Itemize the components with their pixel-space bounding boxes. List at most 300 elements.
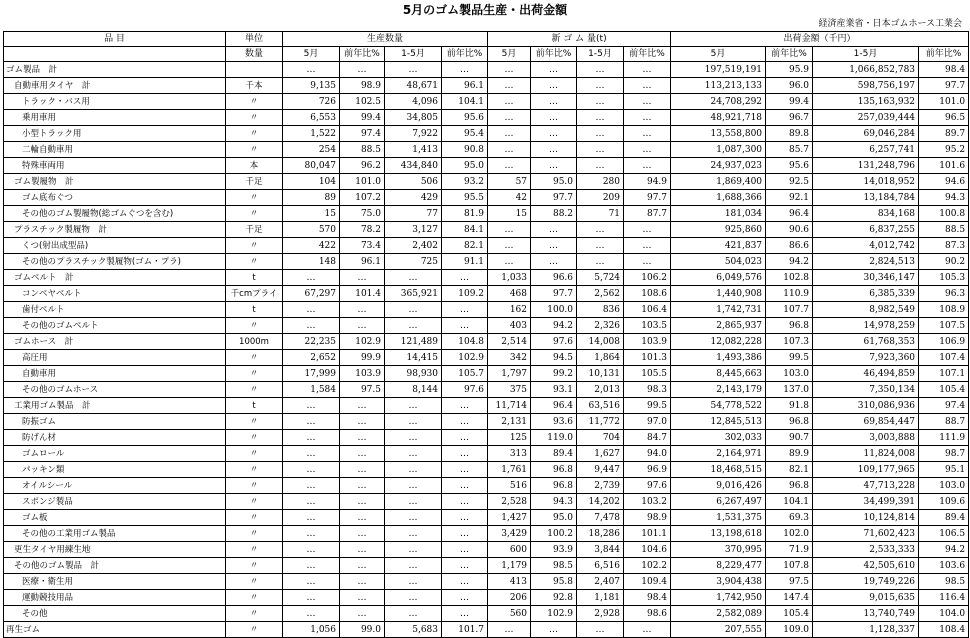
row-value: 81.9 <box>442 206 488 222</box>
row-value: 96.8 <box>531 462 577 478</box>
row-value: 1,427 <box>488 510 531 526</box>
row-value: 89 <box>283 190 340 206</box>
row-value: … <box>624 622 671 638</box>
table-row <box>4 254 969 270</box>
row-value: … <box>531 62 577 78</box>
row-value: … <box>385 462 442 478</box>
row-value: … <box>283 270 340 286</box>
table-row <box>4 366 969 382</box>
row-value: 95.2 <box>919 142 969 158</box>
row-value: 69,854,447 <box>813 414 919 430</box>
row-value: 108.6 <box>624 286 671 302</box>
row-value: 6,385,339 <box>813 286 919 302</box>
row-value: 1,087,300 <box>671 142 766 158</box>
header-subcolumn: 1-5月 <box>813 47 919 62</box>
row-value: 14,978,259 <box>813 318 919 334</box>
row-value: … <box>442 446 488 462</box>
table-row <box>4 350 969 366</box>
row-value: … <box>385 430 442 446</box>
row-value: 101.3 <box>624 350 671 366</box>
row-value: 103.0 <box>919 478 969 494</box>
row-value: 925,860 <box>671 222 766 238</box>
row-value: … <box>442 558 488 574</box>
row-value: 98.4 <box>919 62 969 78</box>
row-value: 87.7 <box>624 206 671 222</box>
row-value: 102.0 <box>766 526 813 542</box>
row-value: … <box>385 446 442 462</box>
row-value: … <box>340 590 385 606</box>
row-item-name: ゴム製品 計 <box>4 62 226 78</box>
row-value: 94.3 <box>531 494 577 510</box>
row-value: … <box>340 494 385 510</box>
row-value: 99.0 <box>340 622 385 638</box>
row-value: 7,478 <box>577 510 624 526</box>
row-value: 108.4 <box>919 622 969 638</box>
row-value: 34,499,391 <box>813 494 919 510</box>
table-row <box>4 606 969 622</box>
row-value: 105.7 <box>442 366 488 382</box>
row-value: 106.2 <box>624 270 671 286</box>
row-value: 98.5 <box>531 558 577 574</box>
row-unit: 〃 <box>226 318 283 334</box>
row-unit: 〃 <box>226 238 283 254</box>
row-value: 90.8 <box>442 142 488 158</box>
row-value: 96.1 <box>340 254 385 270</box>
row-value: … <box>442 478 488 494</box>
row-value: … <box>442 398 488 414</box>
source-note: 経済産業省・日本ゴムホース工業会 <box>818 19 962 29</box>
row-value: 111.9 <box>919 430 969 446</box>
row-value: 75.0 <box>340 206 385 222</box>
page-title: 5月のゴム製品生産・出荷金額 <box>402 3 568 17</box>
row-value: 87.3 <box>919 238 969 254</box>
row-value: 95.6 <box>766 158 813 174</box>
row-value: 69.3 <box>766 510 813 526</box>
row-item-name: 更生タイヤ用練生地 <box>4 542 226 558</box>
row-value: 14,008 <box>577 334 624 350</box>
row-item-name: 防げん材 <box>4 430 226 446</box>
row-unit: 千足 <box>226 222 283 238</box>
table-row <box>4 574 969 590</box>
row-value: 15 <box>488 206 531 222</box>
row-value: 4,012,742 <box>813 238 919 254</box>
row-value: 107.1 <box>919 366 969 382</box>
row-value: 80,047 <box>283 158 340 174</box>
row-value: 3,429 <box>488 526 531 542</box>
row-value: 86.6 <box>766 238 813 254</box>
row-value: 104.0 <box>919 606 969 622</box>
row-value: 13,558,800 <box>671 126 766 142</box>
row-value: 105.4 <box>919 382 969 398</box>
row-value: 506 <box>385 174 442 190</box>
row-item-name: ゴム板 <box>4 510 226 526</box>
row-value: 403 <box>488 318 531 334</box>
row-value: … <box>577 222 624 238</box>
row-value: 103.9 <box>624 334 671 350</box>
row-value: 197,519,191 <box>671 62 766 78</box>
row-value: 181,034 <box>671 206 766 222</box>
row-value: 421,837 <box>671 238 766 254</box>
row-value: … <box>624 94 671 110</box>
row-value: 1,742,731 <box>671 302 766 318</box>
row-value: 88.2 <box>531 206 577 222</box>
row-item-name: 自動車用タイヤ 計 <box>4 78 226 94</box>
row-value: 95.4 <box>442 126 488 142</box>
row-value: 280 <box>577 174 624 190</box>
row-unit: 〃 <box>226 430 283 446</box>
row-value: 9,016,426 <box>671 478 766 494</box>
row-value: 107.5 <box>919 318 969 334</box>
row-value: 98.5 <box>919 574 969 590</box>
row-unit: 〃 <box>226 606 283 622</box>
row-value: 95.5 <box>442 190 488 206</box>
row-value: 24,708,292 <box>671 94 766 110</box>
row-value: 94.0 <box>624 446 671 462</box>
table-row <box>4 270 969 286</box>
row-value: 94.2 <box>919 542 969 558</box>
table-row <box>4 190 969 206</box>
row-value: 90.7 <box>766 430 813 446</box>
row-value: … <box>283 510 340 526</box>
row-value: … <box>340 318 385 334</box>
row-value: 92.8 <box>531 590 577 606</box>
row-value: 113,213,133 <box>671 78 766 94</box>
row-value: 12,082,228 <box>671 334 766 350</box>
row-value: 422 <box>283 238 340 254</box>
row-value: … <box>488 158 531 174</box>
row-value: 88.5 <box>340 142 385 158</box>
row-value: … <box>385 526 442 542</box>
row-value: 104.1 <box>766 494 813 510</box>
row-value: 6,267,497 <box>671 494 766 510</box>
row-value: … <box>577 254 624 270</box>
row-value: 71,602,423 <box>813 526 919 542</box>
row-item-name: 再生ゴム <box>4 622 226 638</box>
table-row <box>4 78 969 94</box>
row-value: 100.8 <box>919 206 969 222</box>
row-unit: 〃 <box>226 382 283 398</box>
row-value: 103.0 <box>766 366 813 382</box>
row-unit: 〃 <box>226 542 283 558</box>
row-unit <box>226 62 283 78</box>
row-value: … <box>531 158 577 174</box>
row-value: 8,982,549 <box>813 302 919 318</box>
row-value: 103.5 <box>624 318 671 334</box>
row-value: 89.4 <box>919 510 969 526</box>
row-item-name: 自動車用 <box>4 366 226 382</box>
row-value: 18,286 <box>577 526 624 542</box>
row-value: 12,845,513 <box>671 414 766 430</box>
row-value: 107.2 <box>340 190 385 206</box>
row-value: 95.9 <box>766 62 813 78</box>
header-subcolumn: 5月 <box>671 47 766 62</box>
row-value: 97.7 <box>531 190 577 206</box>
row-value: … <box>340 270 385 286</box>
header-group-production: 生産数量 <box>283 32 488 47</box>
row-value: 97.6 <box>531 334 577 350</box>
row-value: … <box>488 622 531 638</box>
row-value: … <box>577 622 624 638</box>
row-value: 77 <box>385 206 442 222</box>
row-value: 103.2 <box>624 494 671 510</box>
row-value: 13,198,618 <box>671 526 766 542</box>
row-value: 2,652 <box>283 350 340 366</box>
row-value: … <box>385 398 442 414</box>
row-value: 9,135 <box>283 78 340 94</box>
row-value: … <box>385 494 442 510</box>
row-value: 98.3 <box>624 382 671 398</box>
row-value: … <box>577 142 624 158</box>
row-value: 93.9 <box>531 542 577 558</box>
row-value: 1,413 <box>385 142 442 158</box>
row-unit: 1000m <box>226 334 283 350</box>
row-value: … <box>577 94 624 110</box>
row-item-name: 医療・衛生用 <box>4 574 226 590</box>
row-value: … <box>488 110 531 126</box>
header-subcolumn: 前年比% <box>766 47 813 62</box>
row-value: 121,489 <box>385 334 442 350</box>
row-value: 96.8 <box>766 318 813 334</box>
row-value: 107.8 <box>766 558 813 574</box>
row-value: 310,086,936 <box>813 398 919 414</box>
table-body <box>4 62 969 638</box>
row-item-name: コンベヤベルト <box>4 286 226 302</box>
row-unit: 〃 <box>226 510 283 526</box>
row-value: 598,756,197 <box>813 78 919 94</box>
row-value: 2,514 <box>488 334 531 350</box>
row-value: … <box>488 126 531 142</box>
row-value: 1,066,852,783 <box>813 62 919 78</box>
row-value: 95.8 <box>531 574 577 590</box>
row-value: 102.5 <box>340 94 385 110</box>
row-value: 370,995 <box>671 542 766 558</box>
row-value: 98.9 <box>624 510 671 526</box>
row-value: … <box>577 78 624 94</box>
row-value: 104.1 <box>442 94 488 110</box>
table-row <box>4 430 969 446</box>
row-value: 2,582,089 <box>671 606 766 622</box>
row-value: 95.1 <box>919 462 969 478</box>
row-value: 2,533,333 <box>813 542 919 558</box>
row-value: 94.3 <box>919 190 969 206</box>
row-value: … <box>340 574 385 590</box>
row-value: … <box>283 558 340 574</box>
row-unit: 〃 <box>226 366 283 382</box>
table-row <box>4 238 969 254</box>
row-value: 97.5 <box>340 382 385 398</box>
row-unit: 〃 <box>226 126 283 142</box>
row-value: 96.1 <box>442 78 488 94</box>
table-row <box>4 94 969 110</box>
row-value: … <box>488 238 531 254</box>
row-value: 13,740,749 <box>813 606 919 622</box>
table-row <box>4 206 969 222</box>
row-item-name: 工業用ゴム製品 計 <box>4 398 226 414</box>
row-unit: t <box>226 398 283 414</box>
row-value: 99.4 <box>766 94 813 110</box>
row-value: … <box>283 606 340 622</box>
row-item-name: スポンジ製品 <box>4 494 226 510</box>
row-value: 2,865,937 <box>671 318 766 334</box>
row-value: 1,179 <box>488 558 531 574</box>
row-value: 101.0 <box>340 174 385 190</box>
row-value: 47,713,228 <box>813 478 919 494</box>
row-item-name: その他のゴムベルト <box>4 318 226 334</box>
row-value: 96.4 <box>531 398 577 414</box>
row-value: … <box>442 270 488 286</box>
row-value: 98.7 <box>919 446 969 462</box>
row-value: 98.6 <box>624 606 671 622</box>
row-unit: 〃 <box>226 206 283 222</box>
row-value: 147.4 <box>766 590 813 606</box>
row-value: 101.4 <box>340 286 385 302</box>
row-unit: 〃 <box>226 190 283 206</box>
table-row <box>4 462 969 478</box>
row-value: … <box>488 94 531 110</box>
table-row <box>4 174 969 190</box>
row-value: 104 <box>283 174 340 190</box>
row-unit: 〃 <box>226 110 283 126</box>
row-value: … <box>531 94 577 110</box>
row-value: 96.8 <box>766 478 813 494</box>
row-value: 7,922 <box>385 126 442 142</box>
row-value: … <box>531 222 577 238</box>
row-value: 1,869,400 <box>671 174 766 190</box>
row-value: 106.9 <box>919 334 969 350</box>
row-value: … <box>385 62 442 78</box>
row-value: 94.5 <box>531 350 577 366</box>
table-row <box>4 494 969 510</box>
row-value: 110.9 <box>766 286 813 302</box>
row-value: … <box>488 254 531 270</box>
row-item-name: ゴムロール <box>4 446 226 462</box>
row-item-name: ゴムホース 計 <box>4 334 226 350</box>
row-value: … <box>442 606 488 622</box>
row-value: 2,407 <box>577 574 624 590</box>
row-value: 109.0 <box>766 622 813 638</box>
row-value: … <box>283 478 340 494</box>
row-value: 365,921 <box>385 286 442 302</box>
row-value: 93.2 <box>442 174 488 190</box>
row-value: 97.6 <box>442 382 488 398</box>
row-unit: 〃 <box>226 558 283 574</box>
row-value: 1,056 <box>283 622 340 638</box>
row-value: … <box>340 510 385 526</box>
row-item-name: 防振ゴム <box>4 414 226 430</box>
row-value: 6,257,741 <box>813 142 919 158</box>
row-value: 1,181 <box>577 590 624 606</box>
table-row <box>4 558 969 574</box>
row-value: … <box>385 478 442 494</box>
row-item-name: その他のゴム製履物(総ゴムぐつを含む) <box>4 206 226 222</box>
row-value: 89.8 <box>766 126 813 142</box>
row-item-name: プラスチック製履物 計 <box>4 222 226 238</box>
header-subcolumn: 5月 <box>283 47 340 62</box>
row-value: … <box>340 558 385 574</box>
row-value: 2,739 <box>577 478 624 494</box>
row-item-name: その他の工業用ゴム製品 <box>4 526 226 542</box>
row-item-name: 小型トラック用 <box>4 126 226 142</box>
row-item-name: ゴムベルト 計 <box>4 270 226 286</box>
row-item-name: その他のプラスチック製履物(ゴム・プラ) <box>4 254 226 270</box>
row-value: … <box>624 110 671 126</box>
row-value: … <box>442 494 488 510</box>
row-value: 24,937,023 <box>671 158 766 174</box>
row-value: 434,840 <box>385 158 442 174</box>
row-value: 90.6 <box>766 222 813 238</box>
row-value: 131,248,796 <box>813 158 919 174</box>
row-value: 95.6 <box>442 110 488 126</box>
row-value: … <box>340 462 385 478</box>
table-row <box>4 414 969 430</box>
row-item-name: その他のゴム製品 計 <box>4 558 226 574</box>
row-value: 102.9 <box>340 334 385 350</box>
row-item-name: 特殊車両用 <box>4 158 226 174</box>
table-row <box>4 222 969 238</box>
row-unit: 〃 <box>226 574 283 590</box>
row-value: 85.7 <box>766 142 813 158</box>
row-value: 13,184,784 <box>813 190 919 206</box>
row-value: 15 <box>283 206 340 222</box>
table-row <box>4 334 969 350</box>
row-value: 93.6 <box>531 414 577 430</box>
row-value: … <box>577 238 624 254</box>
row-value: 106.4 <box>624 302 671 318</box>
row-value: 42,505,610 <box>813 558 919 574</box>
row-value: 14,202 <box>577 494 624 510</box>
table-row <box>4 302 969 318</box>
row-value: 10,131 <box>577 366 624 382</box>
row-value: 101.6 <box>919 158 969 174</box>
row-unit: 〃 <box>226 462 283 478</box>
row-value: 1,627 <box>577 446 624 462</box>
row-value: … <box>442 542 488 558</box>
row-value: 108.9 <box>919 302 969 318</box>
header-subcolumn: 前年比% <box>624 47 671 62</box>
row-unit: 〃 <box>226 142 283 158</box>
row-item-name: ゴム底布ぐつ <box>4 190 226 206</box>
header-item-blank <box>4 47 226 62</box>
row-value: … <box>442 318 488 334</box>
row-value: 516 <box>488 478 531 494</box>
row-value: 570 <box>283 222 340 238</box>
row-unit: 〃 <box>226 446 283 462</box>
row-value: 1,522 <box>283 126 340 142</box>
row-value: … <box>385 302 442 318</box>
row-value: … <box>340 478 385 494</box>
row-value: 97.0 <box>624 414 671 430</box>
row-value: 109.6 <box>919 494 969 510</box>
row-value: … <box>340 446 385 462</box>
row-unit: 〃 <box>226 414 283 430</box>
header-row-groups <box>4 32 969 47</box>
row-value: 94.9 <box>624 174 671 190</box>
row-value: 84.1 <box>442 222 488 238</box>
row-value: 14,415 <box>385 350 442 366</box>
row-value: 100.0 <box>531 302 577 318</box>
row-value: 2,562 <box>577 286 624 302</box>
row-unit: 千cmプライ <box>226 286 283 302</box>
row-value: 96.4 <box>766 206 813 222</box>
row-value: 92.5 <box>766 174 813 190</box>
row-value: 726 <box>283 94 340 110</box>
row-item-name: くつ(射出成型品) <box>4 238 226 254</box>
table-row <box>4 62 969 78</box>
row-value: 8,229,477 <box>671 558 766 574</box>
row-value: 102.8 <box>766 270 813 286</box>
row-item-name: その他のゴムホース <box>4 382 226 398</box>
row-value: 1,033 <box>488 270 531 286</box>
